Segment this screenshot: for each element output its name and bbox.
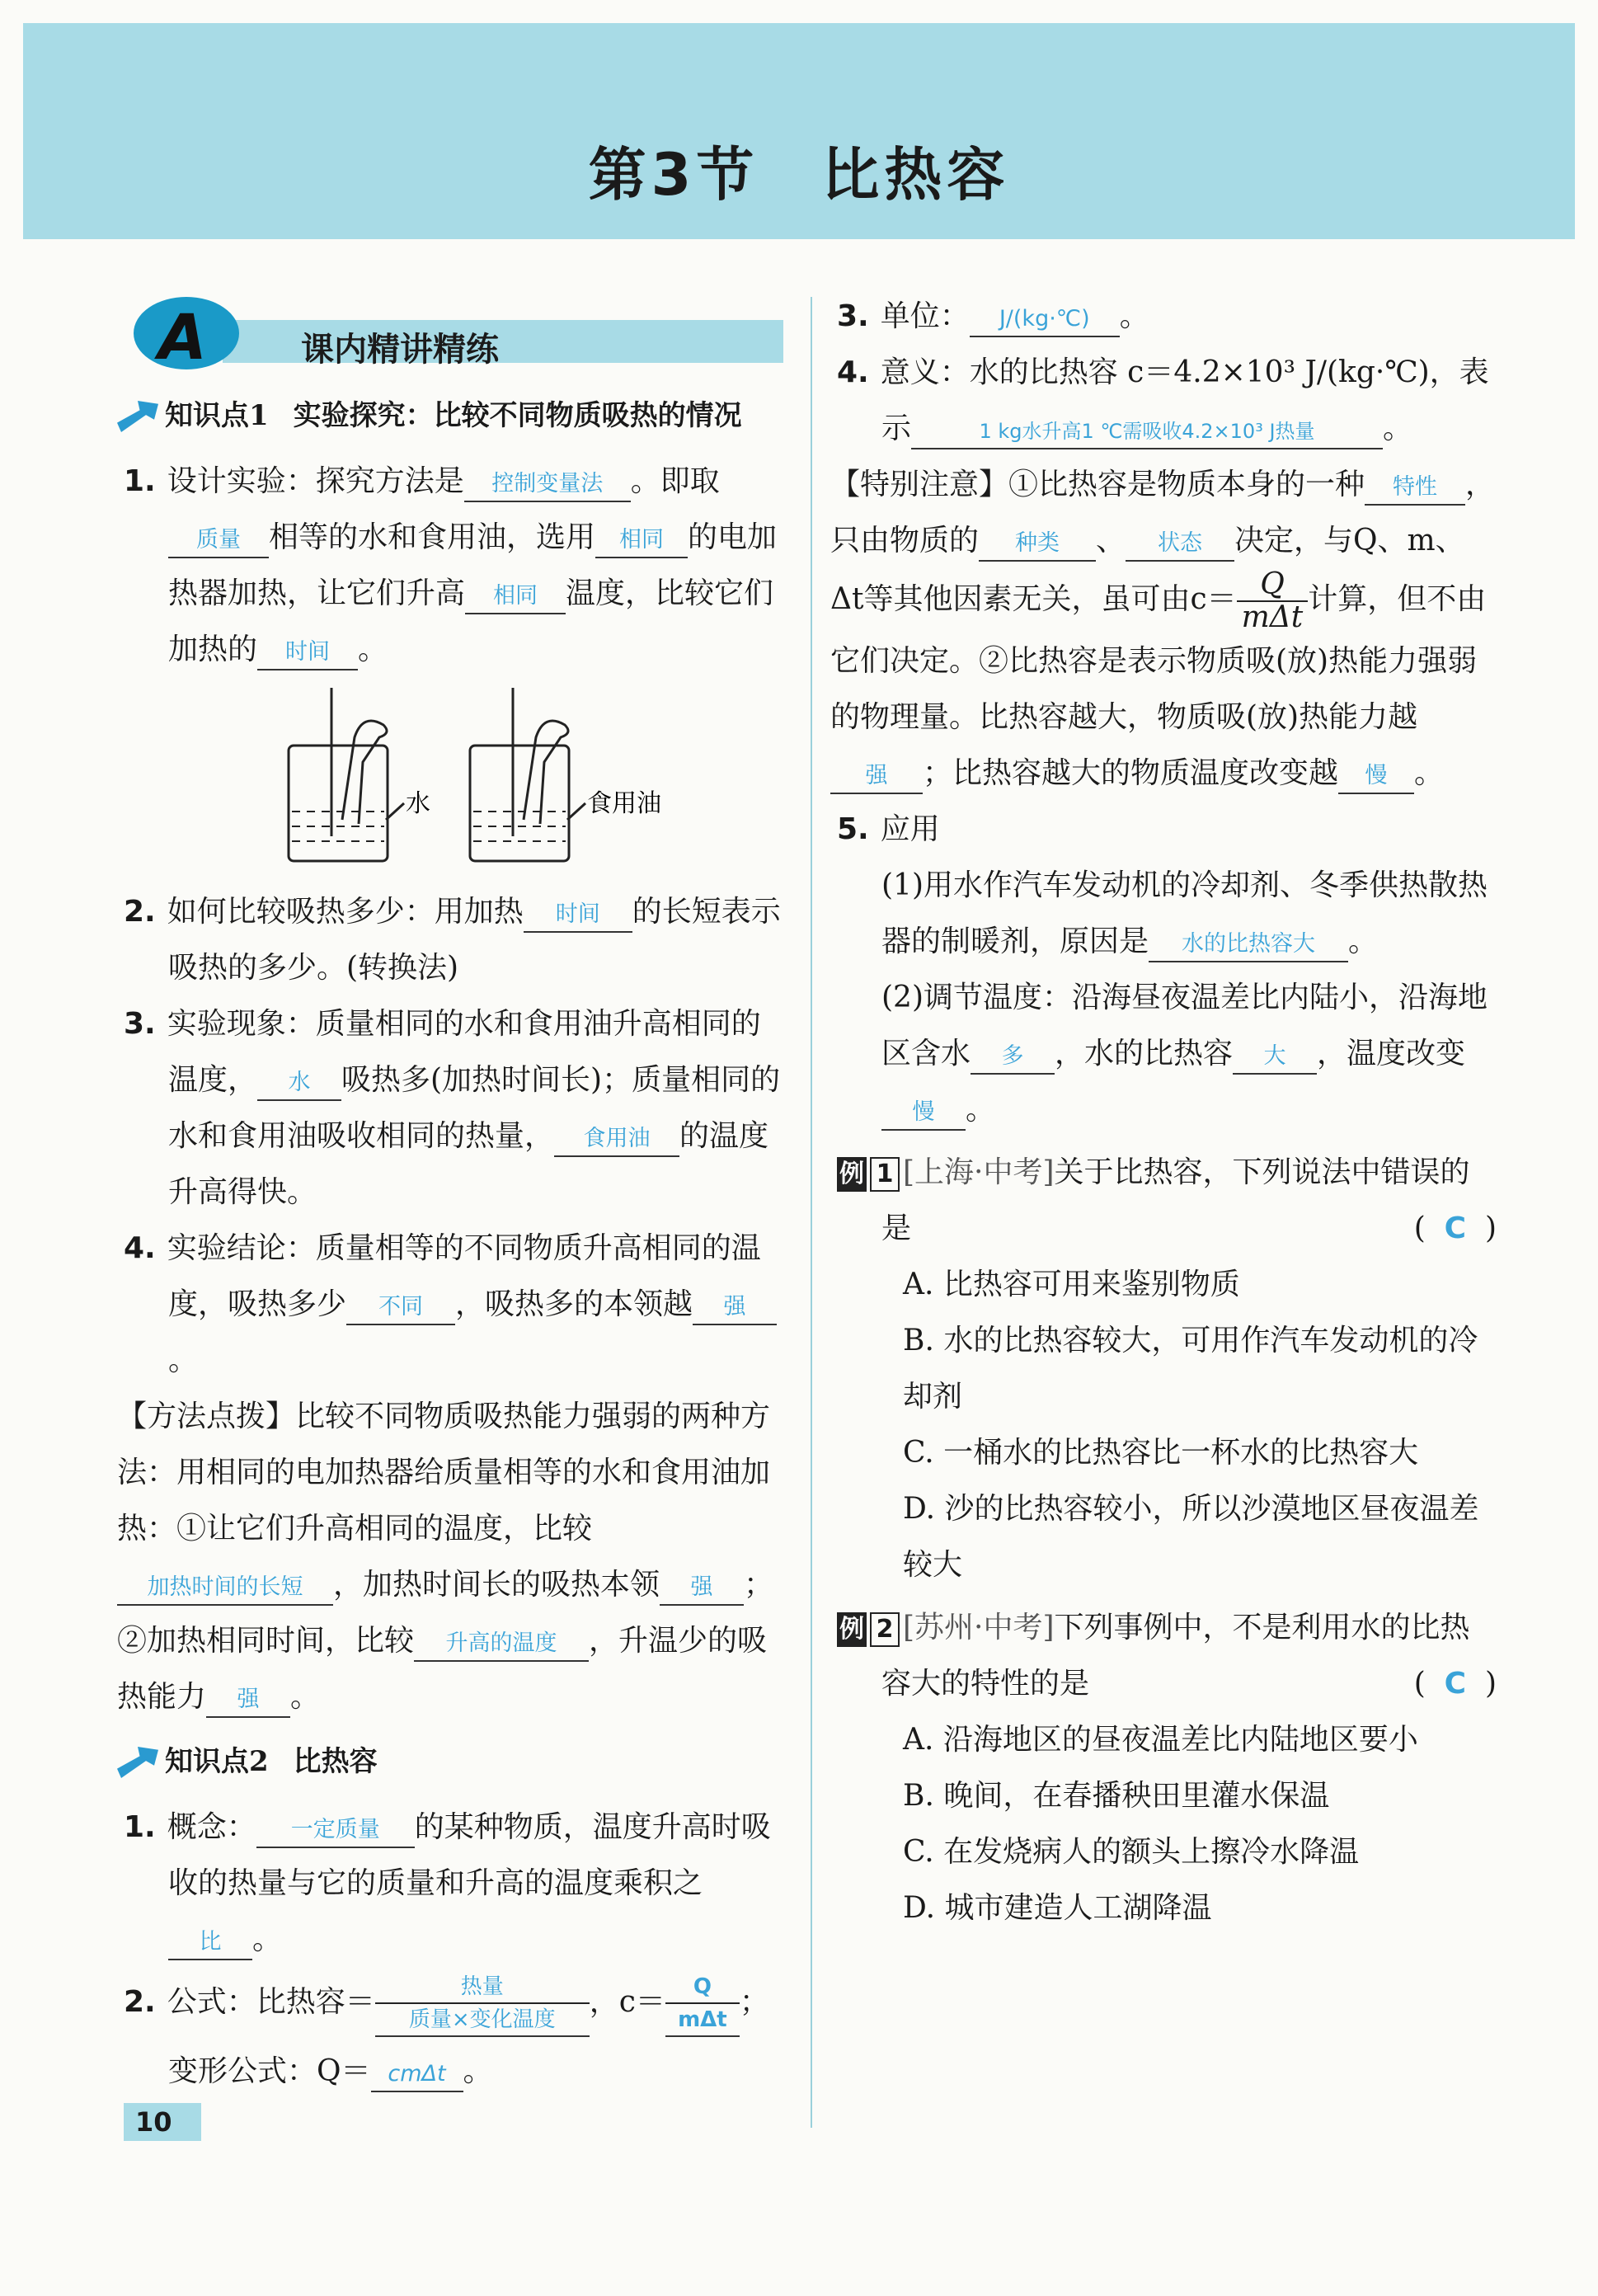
- answer-blank: 比: [168, 1926, 252, 1960]
- answer-blank: 强: [693, 1291, 777, 1325]
- example-2: 例 2 [苏州·中考]下列事例中，不是利用水的比热容大的特性的是 ( C ): [837, 1600, 1497, 1712]
- answer-blank: 升高的温度: [414, 1627, 589, 1662]
- answer-blank: 多: [971, 1040, 1055, 1075]
- answer-blank: 慢: [881, 1096, 966, 1131]
- page-number: 10: [124, 2103, 201, 2141]
- answer-blank: 水: [257, 1066, 341, 1101]
- concept-1: 1. 概念： 一定质量 的某种物质，温度升高时吸收的热量与它的质量和升高的温度乘积之比 。: [124, 1800, 783, 1968]
- section-letter: A: [158, 300, 207, 374]
- answer-blank: cmΔt: [371, 2058, 463, 2092]
- option: B. 水的比热容较大，可用作汽车发动机的冷却剂: [903, 1324, 1478, 1414]
- kp-label: 知识点1: [165, 399, 269, 432]
- answer-blank: 相同: [465, 580, 566, 614]
- question-4: 4. 实验结论：质量相等的不同物质升高相同的温度，吸热多少 不同 ，吸热多的本领越 强。: [124, 1221, 783, 1389]
- answer-blank: 特性: [1365, 471, 1465, 506]
- method-tip: 【方法点拨】比较不同物质吸热能力强弱的两种方法：用相同的电加热器给质量相等的水和食用油加热：①让它们升高相同的温度，比较加热时间的长短 ，加热时间长的吸热本领 强 ；②加热相同时间，比较 升高的温度 ，升温少的吸热能力 强 。: [117, 1389, 783, 1725]
- special-note: 【特别注意】①比热容是物质本身的一种 特性 ，只由物质的 种类 、 状态 决定，与Q、m、Δt等其他因素无关，虽可由c＝ $\frac{Q}{\text{mΔt}}$ 计算，但不由它们决定。②比热容是表示物质吸(放)热能力强弱的物理量。比热容越大，物质吸(放)热能力越强 ；比热容越大的物质温度改变越 慢 。: [830, 457, 1497, 802]
- kp-label: 知识点2: [165, 1745, 269, 1778]
- example-answer: C: [1444, 1667, 1467, 1701]
- option: D. 沙的比热容较小，所以沙漠地区昼夜温差较大: [903, 1492, 1479, 1582]
- answer-blank: 种类: [979, 527, 1096, 562]
- option: A. 沿海地区的昼夜温差比内陆地区要小: [903, 1723, 1418, 1757]
- answer-blank: 强: [660, 1571, 744, 1606]
- application-2: (2)调节温度：沿海昼夜温差比内陆小，沿海地区含水 多 ，水的比热容 大 ，温度改变慢 。: [837, 970, 1497, 1138]
- concept-4: 4. 意义：水的比热容 c＝4.2×10³ J/(kg·℃)，表示 1 kg水升高1 ℃需吸收4.2×10³ J热量 。: [837, 345, 1497, 457]
- label-water: 水: [406, 789, 430, 818]
- option: D. 城市建造人工湖降温: [903, 1891, 1212, 1925]
- answer-blank: 不同: [346, 1291, 455, 1325]
- example-1: 例 1 [上海·中考]关于比热容，下列说法中错误的是 ( C ): [837, 1145, 1497, 1257]
- answer-blank: 加热时间的长短: [117, 1571, 333, 1606]
- arrow-icon: [117, 401, 158, 432]
- section-title: 课内精讲精练: [301, 331, 499, 369]
- concept-5: 5. 应用: [837, 812, 940, 846]
- option: B. 晚间，在春播秧田里灌水保温: [903, 1779, 1330, 1813]
- question-3: 3. 实验现象：质量相同的水和食用油升高相同的温度， 水 吸热多(加热时间长)；质量相同的水和食用油吸收相同的热量， 食用油 的温度升高得快。: [124, 1007, 781, 1209]
- section-badge: [124, 289, 783, 379]
- answer-blank: 强: [830, 760, 923, 794]
- option: C. 在发烧病人的额头上擦冷水降温: [903, 1835, 1360, 1869]
- question-2: 2. 如何比较吸热多少：用加热 时间 的长短表示吸热的多少。(转换法): [124, 895, 781, 985]
- formula-fraction: $\frac{Q}{\text{mΔt}}$: [665, 1971, 740, 2037]
- answer-blank: 食用油: [554, 1122, 679, 1157]
- concept-2: 2. 公式：比热容＝ $\frac{\text{热量}}{\text{质量×变化温度}}$ ，c＝ $\frac{Q}{\text{mΔt}}$ ； 变形公式：Q＝ cmΔt 。: [124, 1968, 783, 2106]
- formula-fraction: $\frac{Q}{\text{mΔt}}$: [1237, 569, 1309, 633]
- formula-fraction: $\frac{\text{热量}}{\text{质量×变化温度}}$: [375, 1971, 590, 2037]
- answer-blank: 1 kg水升高1 ℃需吸收4.2×10³ J热量: [911, 415, 1383, 449]
- answer-blank: 大: [1233, 1040, 1317, 1075]
- answer-blank: 质量: [168, 524, 269, 558]
- answer-blank: 时间: [524, 898, 632, 933]
- kp-title: 实验探究：比较不同物质吸热的情况: [293, 399, 742, 432]
- column-divider: [811, 297, 812, 2128]
- answer-blank: 控制变量法: [464, 468, 631, 502]
- example-answer: C: [1444, 1212, 1467, 1245]
- answer-blank: 水的比热容大: [1149, 928, 1348, 962]
- example-tag: 例: [837, 1612, 867, 1647]
- concept-3: 3. 单位： J/(kg·℃) 。: [837, 289, 1497, 345]
- answer-blank: J/(kg·℃): [970, 303, 1120, 337]
- experiment-figure: [280, 688, 709, 877]
- arrow-icon: [117, 1747, 158, 1778]
- knowledge-point-1: [117, 388, 783, 444]
- knowledge-point-2: [117, 1734, 783, 1790]
- application-1: (1)用水作汽车发动机的冷却剂、冬季供热散热器的制暖剂，原因是 水的比热容大 。: [837, 858, 1497, 970]
- example-number: 1: [870, 1157, 900, 1192]
- left-column: [117, 289, 783, 2106]
- answer-blank: 慢: [1338, 760, 1414, 794]
- question-1: 1. 设计实验：探究方法是 控制变量法 。即取质量 相等的水和食用油，选用 相同 的电加热器加热，让它们升高 相同 温度，比较它们加热的 时间 。: [124, 454, 783, 678]
- option: A. 比热容可用来鉴别物质: [903, 1268, 1240, 1301]
- answer-blank: 相同: [595, 524, 688, 558]
- answer-blank: 强: [206, 1683, 290, 1718]
- example-number: 2: [870, 1612, 900, 1647]
- answer-blank: 一定质量: [256, 1814, 415, 1848]
- label-oil: 食用油: [587, 789, 661, 818]
- right-column: [830, 289, 1497, 1936]
- chapter-header: [23, 23, 1575, 239]
- page-title: 第3节 比热容: [588, 141, 1010, 209]
- option: C. 一桶水的比热容比一杯水的比热容大: [903, 1436, 1419, 1470]
- answer-blank: 状态: [1126, 527, 1234, 562]
- answer-blank: 时间: [257, 636, 358, 670]
- kp-title: 比热容: [293, 1745, 378, 1778]
- example-tag: 例: [837, 1157, 867, 1192]
